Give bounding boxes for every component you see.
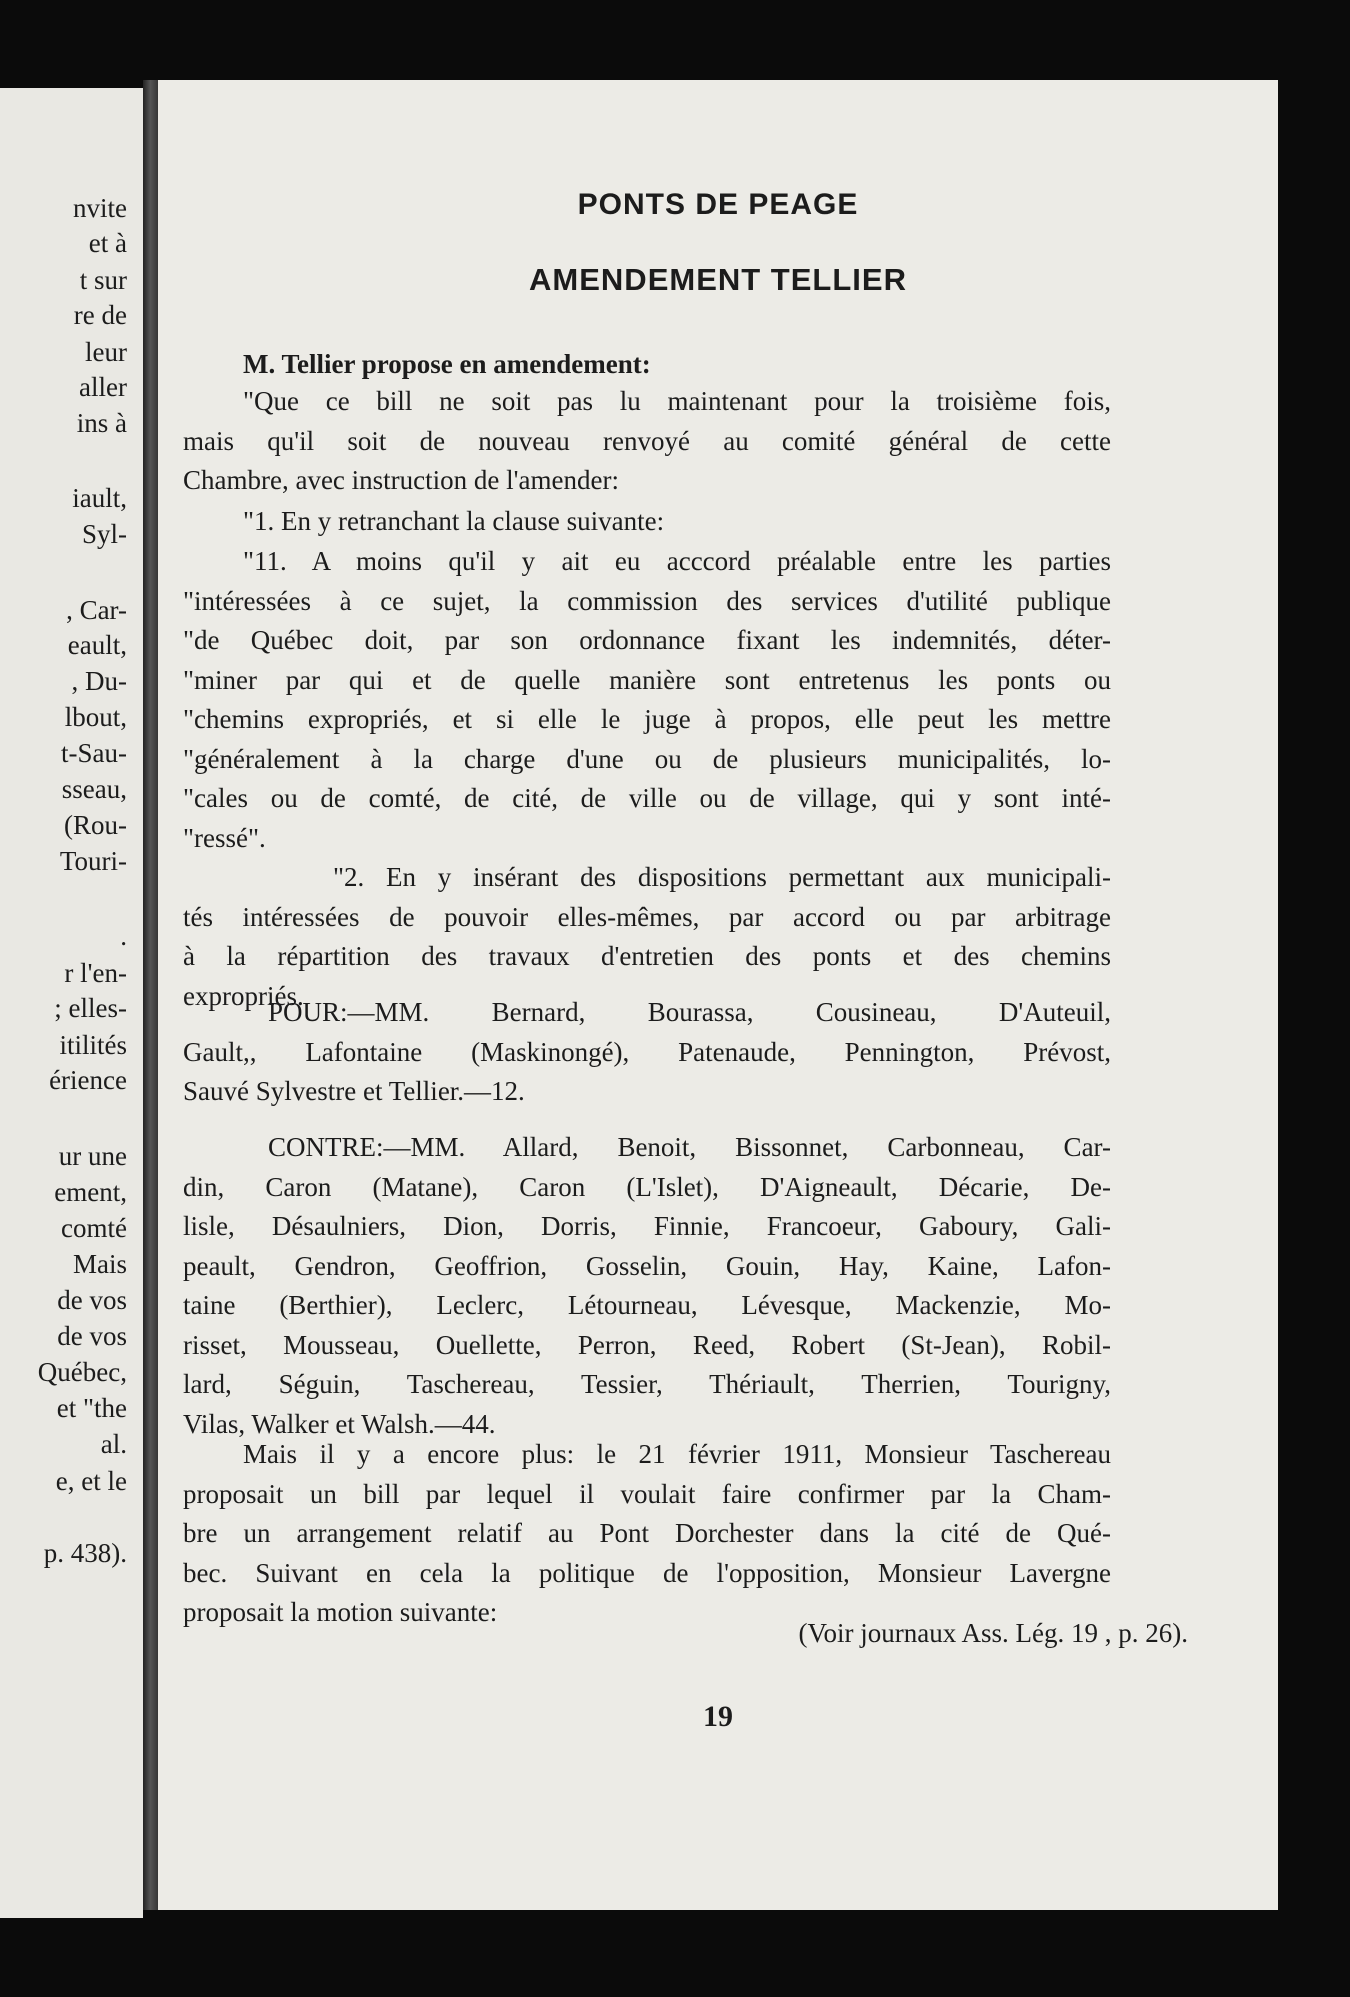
facing-page-text: p. 438). xyxy=(43,1538,127,1568)
facing-page-text: comté xyxy=(61,1213,127,1243)
facing-page-text: , Car- xyxy=(66,595,127,625)
text-line: "1. En y retranchant la clause suivante: xyxy=(243,506,665,536)
text-line: M. Tellier propose en amendement: xyxy=(243,349,651,379)
document-page xyxy=(158,80,1278,1910)
paragraph-clause-1 xyxy=(243,502,1111,542)
text-line: peault, Gendron, Geoffrion, Gosselin, Gouin, Hay, Kaine, Lafon- xyxy=(183,1250,1111,1281)
facing-page-text: t sur xyxy=(79,265,127,295)
paragraph-intro xyxy=(243,345,1111,385)
paragraph-clause-11 xyxy=(183,542,1111,858)
text-line: bre un arrangement relatif au Pont Dorchester dans la cité de Qué- xyxy=(183,1518,1111,1548)
facing-page-text: érience xyxy=(49,1065,127,1095)
paragraph-taschereau xyxy=(183,1435,1111,1633)
heading-amendement-tellier: AMENDEMENT TELLIER xyxy=(529,262,907,297)
text-line: "généralement à la charge d'une ou de plusieurs municipalités, lo- xyxy=(183,743,1111,774)
facing-page-text: ; elles- xyxy=(54,993,127,1023)
facing-page-text: aller xyxy=(79,372,127,402)
facing-page-text: t-Sau- xyxy=(61,738,127,768)
text-line: bec. Suivant en cela la politique de l'opposition, Monsieur Lavergne xyxy=(183,1557,1111,1588)
text-line: "chemins expropriés, et si elle le juge à propos, elle peut les mettre xyxy=(183,704,1111,734)
facing-page-text: Touri- xyxy=(59,846,127,876)
text-line: Mais il y a encore plus: le 21 février 1911, Monsieur Taschereau xyxy=(243,1439,1111,1469)
facing-page-text: Syl- xyxy=(81,519,127,549)
heading-ponts-de-peage: PONTS DE PEAGE xyxy=(577,188,859,221)
text-line: "ressé". xyxy=(183,822,266,853)
text-line: "de Québec doit, par son ordonnance fixant les indemnités, déter- xyxy=(183,625,1111,655)
facing-page-text: itilités xyxy=(59,1030,127,1060)
paragraph-pour-vote xyxy=(183,993,1111,1112)
text-line: "cales ou de comté, de cité, de ville ou de village, qui y sont inté- xyxy=(183,783,1111,813)
facing-page-text: sseau, xyxy=(61,774,127,804)
facing-page-text: re de xyxy=(73,300,127,330)
facing-page-text: r l'en- xyxy=(64,958,127,988)
text-line: din, Caron (Matane), Caron (L'Islet), D'Aigneault, Décarie, De- xyxy=(183,1171,1111,1202)
text-line: "11. A moins qu'il y ait eu acccord préalable entre les parties xyxy=(243,546,1111,576)
facing-page-text: nvite xyxy=(73,193,127,223)
facing-page-text: lbout, xyxy=(64,702,127,732)
text-line: lisle, Désaulniers, Dion, Dorris, Finnie, Francoeur, Gaboury, Gali- xyxy=(183,1211,1111,1241)
text-line: "miner par qui et de quelle manière sont entretenus les ponts ou xyxy=(183,664,1111,695)
facing-page-text: ement, xyxy=(54,1177,127,1207)
text-line: POUR:—MM. Bernard, Bourassa, Cousineau, D'Auteuil, xyxy=(268,997,1111,1027)
text-line: Sauvé Sylvestre et Tellier.—12. xyxy=(183,1076,525,1106)
facing-page-text: . xyxy=(120,921,127,951)
text-line: proposait la motion suivante: xyxy=(183,1597,498,1627)
text-line: risset, Mousseau, Ouellette, Perron, Reed, Robert (St-Jean), Robil- xyxy=(183,1329,1111,1360)
text-line: Vilas, Walker et Walsh.—44. xyxy=(183,1408,496,1439)
facing-page-text: Québec, xyxy=(37,1357,127,1387)
text-line: expropriés. xyxy=(183,980,304,1011)
text-line: mais qu'il soit de nouveau renvoyé au comité général de cette xyxy=(183,425,1111,456)
facing-page-text: et à xyxy=(88,228,127,258)
facing-page-text: leur xyxy=(85,337,127,367)
journal-reference: (Voir journaux Ass. Lég. 19 , p. 26). xyxy=(798,1618,1188,1648)
text-line: proposait un bill par lequel il voulait faire confirmer par la Cham- xyxy=(183,1478,1111,1509)
facing-page-text: ur une xyxy=(58,1141,127,1171)
facing-page-text: e, et le xyxy=(55,1466,127,1496)
facing-page-fragment xyxy=(0,88,143,1918)
facing-page-text: (Rou- xyxy=(64,810,127,840)
text-line: taine (Berthier), Leclerc, Létourneau, Lévesque, Mackenzie, Mo- xyxy=(183,1290,1111,1320)
text-line: "Que ce bill ne soit pas lu maintenant pour la troisième fois, xyxy=(243,386,1111,416)
facing-page-text: et "the xyxy=(56,1393,127,1423)
text-line: Gault,, Lafontaine (Maskinongé), Patenaude, Pennington, Prévost, xyxy=(183,1036,1111,1067)
paragraph-contre-vote xyxy=(183,1128,1111,1444)
text-line: "2. En y insérant des dispositions permettant aux municipali- xyxy=(333,862,1111,892)
facing-page-text: de vos xyxy=(57,1285,127,1315)
text-line: Chambre, avec instruction de l'amender: xyxy=(183,465,619,495)
text-line: tés intéressées de pouvoir elles-mêmes, par accord ou par arbitrage xyxy=(183,901,1111,932)
facing-page-text: eault, xyxy=(67,630,127,660)
text-line: à la répartition des travaux d'entretien des ponts et des chemins xyxy=(183,941,1111,971)
paragraph-motion xyxy=(183,382,1111,501)
text-line: "intéressées à ce sujet, la commission des services d'utilité publique xyxy=(183,585,1111,616)
facing-page-text: Mais xyxy=(73,1249,127,1279)
text-line: CONTRE:—MM. Allard, Benoit, Bissonnet, Carbonneau, Car- xyxy=(268,1132,1111,1162)
facing-page-text: , Du- xyxy=(71,666,127,696)
facing-page-text: iault, xyxy=(72,483,127,513)
facing-page-text: de vos xyxy=(57,1321,127,1351)
facing-page-text: al. xyxy=(100,1429,127,1459)
facing-page-text: ins à xyxy=(76,408,127,438)
text-line: lard, Séguin, Taschereau, Tessier, Thériault, Therrien, Tourigny, xyxy=(183,1369,1111,1399)
page-number: 19 xyxy=(703,1700,733,1733)
